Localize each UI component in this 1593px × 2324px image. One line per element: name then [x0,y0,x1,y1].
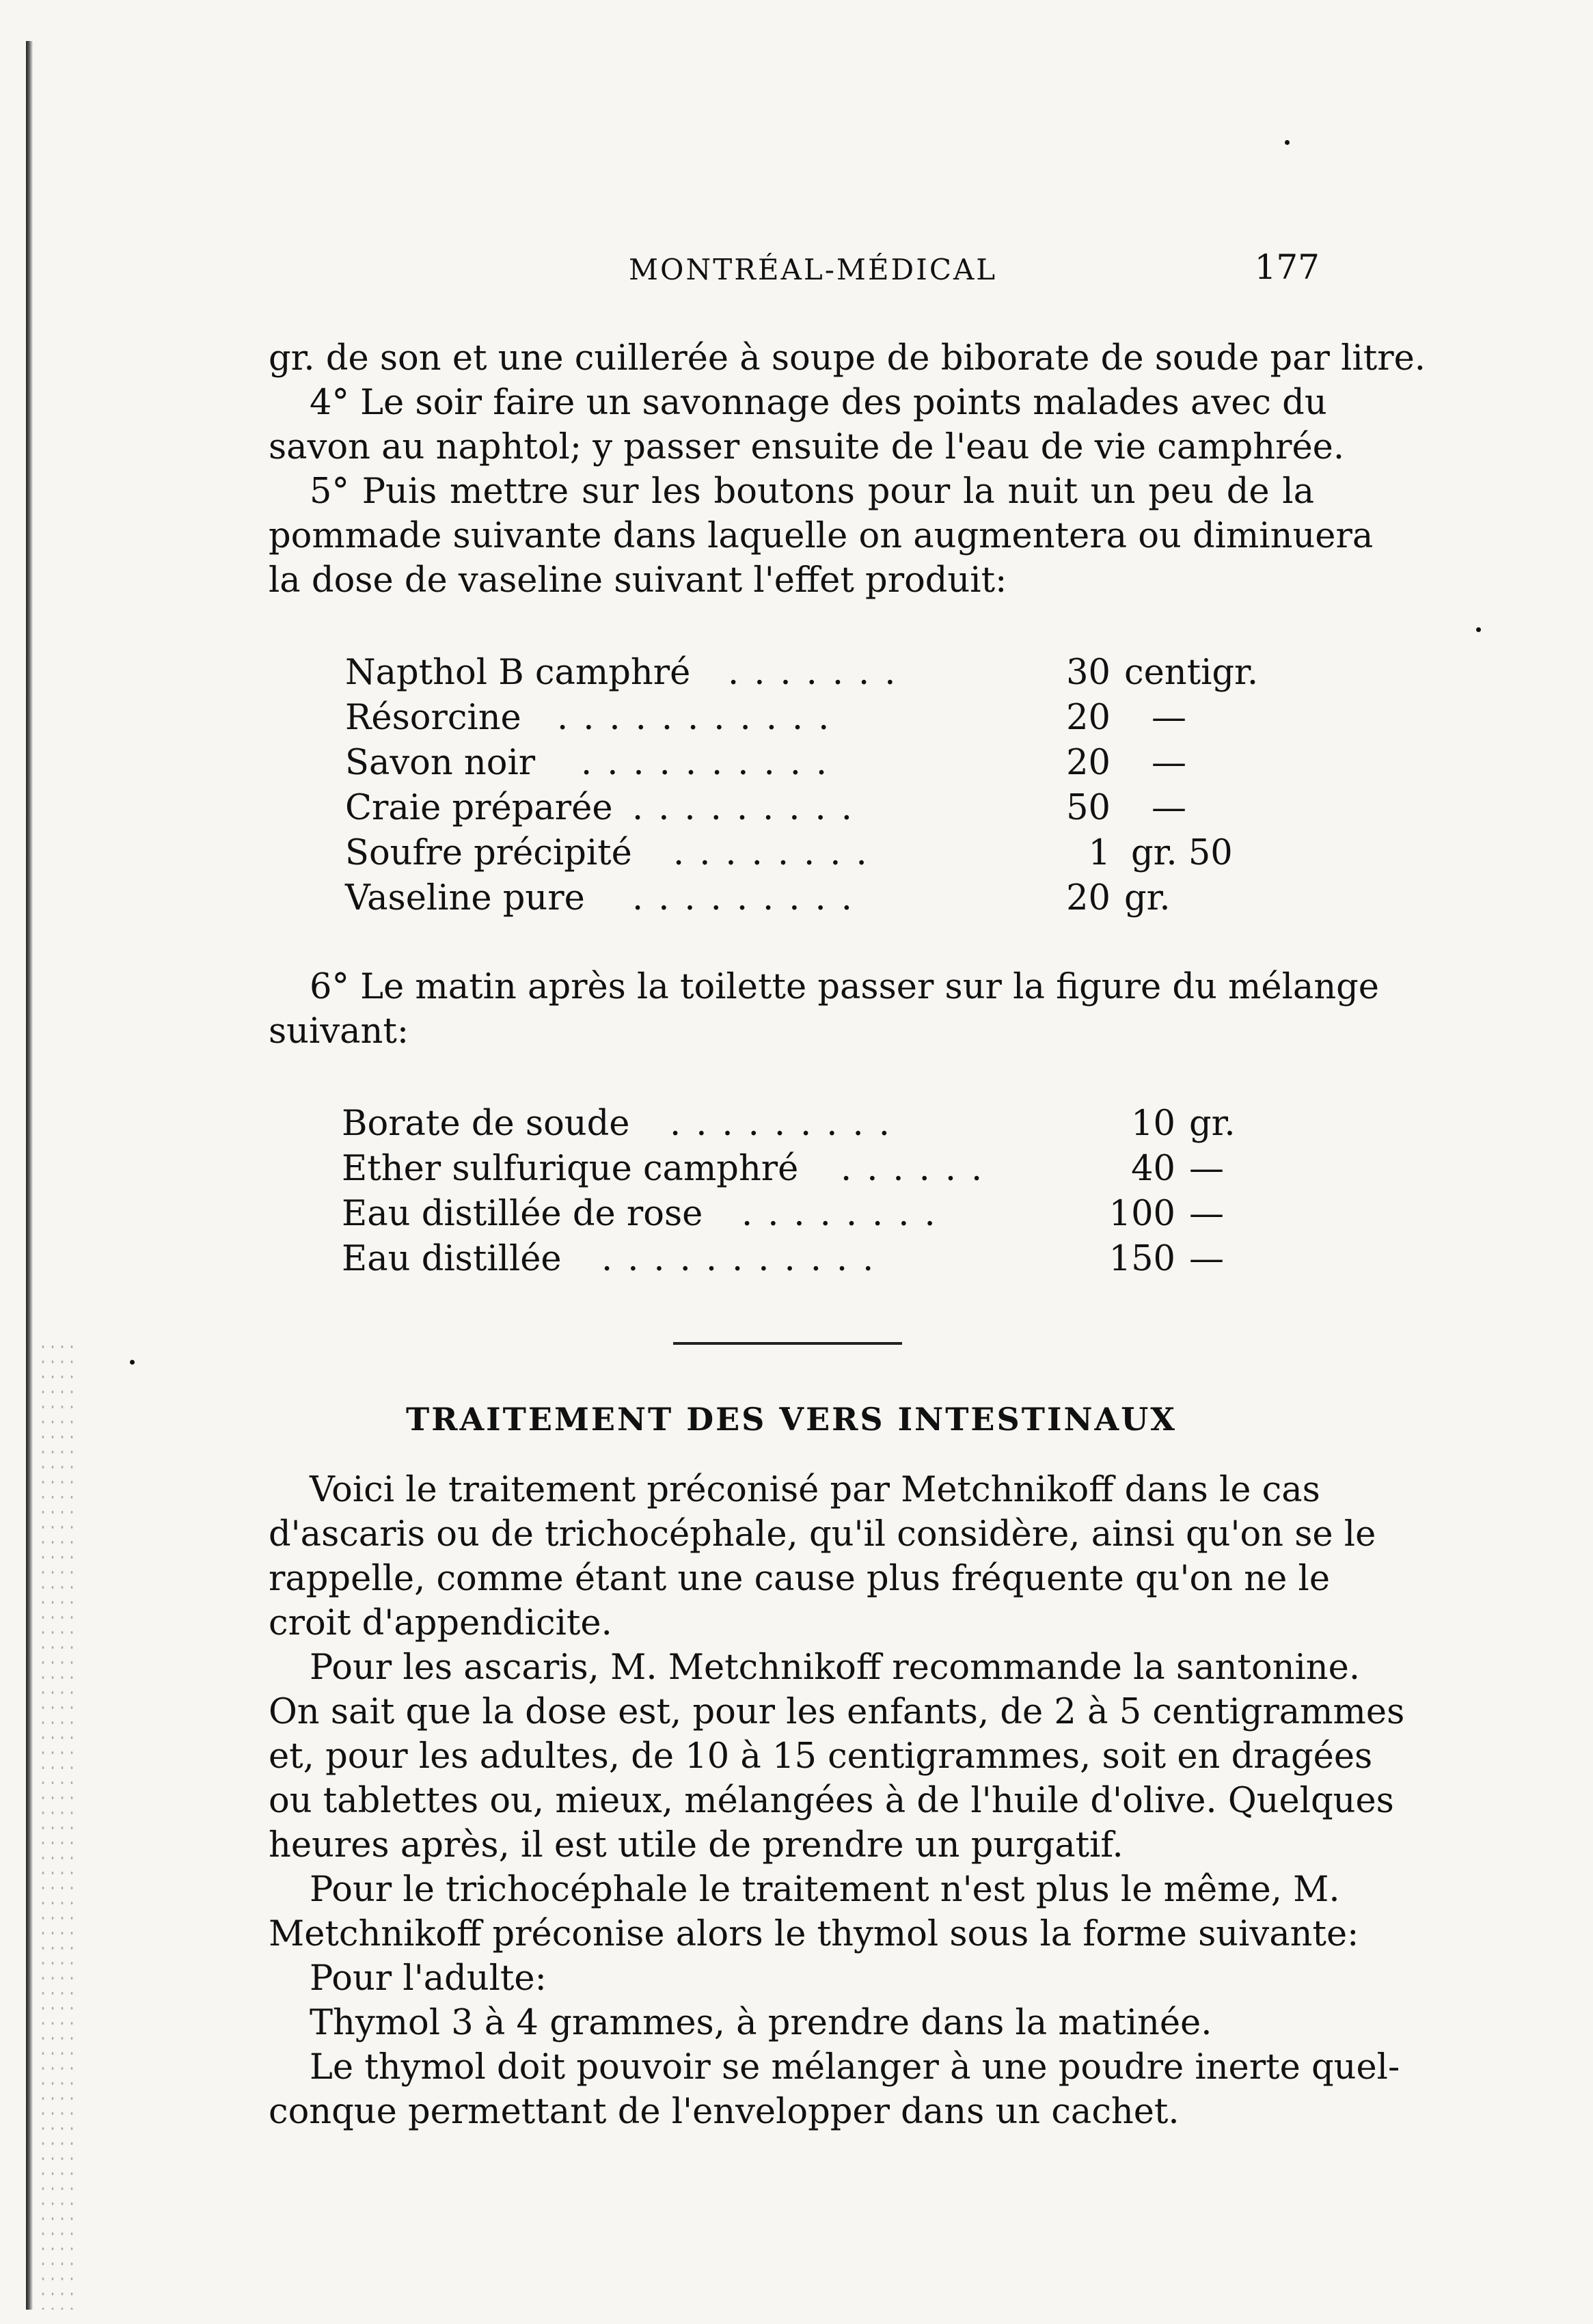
instruction-paragraph [269,965,1379,1054]
dot-leader: ...... [841,1149,998,1189]
dot-leader: ........ [741,1194,951,1234]
ingredient-qty: 10 [1131,1104,1175,1144]
section-title: TRAITEMENT DES VERS INTESTINAUX [406,1401,1177,1438]
ingredient-name: Soufre précipité [345,833,632,873]
text-line: la dose de vaseline suivant l'effet produit: [269,560,1007,601]
ingredient-unit: gr. [1189,1104,1236,1144]
text-line: On sait que la dose est, pour les enfants, de 2 à 5 centigrammes [269,1692,1405,1732]
running-header [267,247,1320,288]
text-line: savon au naphtol; y passer ensuite de l'eau de vie camphrée. [269,427,1345,467]
ingredient-unit: — [1152,788,1186,828]
page-edge-noise [38,1339,79,2310]
ingredient-name: Ether sulfurique camphré [342,1149,799,1189]
dot-leader: ....... [728,653,911,693]
page-number: 177 [1254,247,1320,287]
text-line: pommade suivante dans laquelle on augmentera ou diminuera [269,516,1374,556]
text-line: rappelle, comme étant une cause plus fréquente qu'on ne le [269,1559,1331,1599]
ingredient-qty: 40 [1131,1149,1175,1189]
ingredient-qty: 100 [1108,1194,1175,1234]
ingredient-unit: gr. [1124,878,1171,918]
text-line: Le thymol doit pouvoir se mélanger à une poudre inerte quel- [310,2047,1400,2088]
ingredient-unit: — [1152,698,1186,738]
text-line: d'ascaris ou de trichocéphale, qu'il considère, ainsi qu'on se le [269,1514,1376,1555]
dot-leader: .......... [581,743,843,783]
book-spine-shadow [26,41,33,2310]
ingredient-name: Résorcine [345,698,521,738]
dot-leader: ........... [601,1239,889,1279]
text-line: conque permettant de l'envelopper dans un cachet. [269,2092,1180,2132]
ingredient-name: Eau distillée de rose [342,1194,703,1234]
ingredient-qty: 20 [1066,878,1111,918]
ingredient-qty: 1 [1088,833,1111,873]
text-line: 4° Le soir faire un savonnage des points malades avec du [310,383,1327,423]
text-line: ou tablettes ou, mieux, mélangées à de l'huile d'olive. Quelques [269,1781,1394,1821]
ingredient-name: Craie préparée [345,788,613,828]
text-line: gr. de son et une cuillerée à soupe de biborate de soude par litre. [269,338,1426,379]
text-line: Pour l'adulte: [310,1958,547,1999]
text-line: Pour les ascaris, M. Metchnikoff recommande la santonine. [310,1648,1361,1688]
ingredient-qty: 20 [1066,698,1111,738]
ingredient-qty: 150 [1108,1239,1175,1279]
ingredient-qty: 50 [1066,788,1111,828]
ingredient-unit: — [1152,743,1186,783]
running-title: MONTRÉAL-MÉDICAL [629,253,998,286]
text-line: Voici le traitement préconisé par Metchnikoff dans le cas [310,1470,1320,1510]
dot-leader: ......... [632,878,867,918]
ingredient-unit: — [1189,1239,1224,1279]
text-line: Thymol 3 à 4 grammes, à prendre dans la matinée. [310,2003,1212,2043]
text-line: 5° Puis mettre sur les boutons pour la nuit un peu de la [310,471,1314,512]
dot-leader: ......... [632,788,867,828]
text-line: heures après, il est utile de prendre un purgatif. [269,1825,1124,1865]
dot-leader: ......... [670,1104,905,1144]
text-line: 6° Le matin après la toilette passer sur la figure du mélange [310,967,1379,1007]
ingredient-qty: 30 [1066,653,1111,693]
ingredient-name: Borate de soude [342,1104,630,1144]
text-line: suivant: [269,1011,409,1052]
ingredient-name: Napthol B camphré [345,653,691,693]
ingredient-name: Savon noir [345,743,536,783]
dot-leader: ........ [673,833,882,873]
ingredient-unit: — [1189,1149,1224,1189]
dot-leader: ........... [557,698,845,738]
ink-speck [130,1360,135,1365]
ingredient-qty: 20 [1066,743,1111,783]
text-line: et, pour les adultes, de 10 à 15 centigrammes, soit en dragées [269,1736,1373,1777]
section-divider [673,1342,902,1345]
ink-speck [1476,627,1481,632]
ingredient-name: Eau distillée [342,1239,562,1279]
text-line: croit d'appendicite. [269,1603,612,1643]
ingredient-unit: centigr. [1124,653,1259,693]
text-line: Metchnikoff préconise alors le thymol sous la forme suivante: [269,1914,1359,1954]
intro-paragraph [269,336,1426,603]
ink-speck [1285,140,1290,145]
text-line: Pour le trichocéphale le traitement n'est plus le même, M. [310,1870,1340,1910]
ingredient-name: Vaseline pure [345,878,585,918]
ingredient-unit: gr. 50 [1131,833,1233,873]
ingredient-unit: — [1189,1194,1224,1234]
section-body [269,1468,1405,2134]
